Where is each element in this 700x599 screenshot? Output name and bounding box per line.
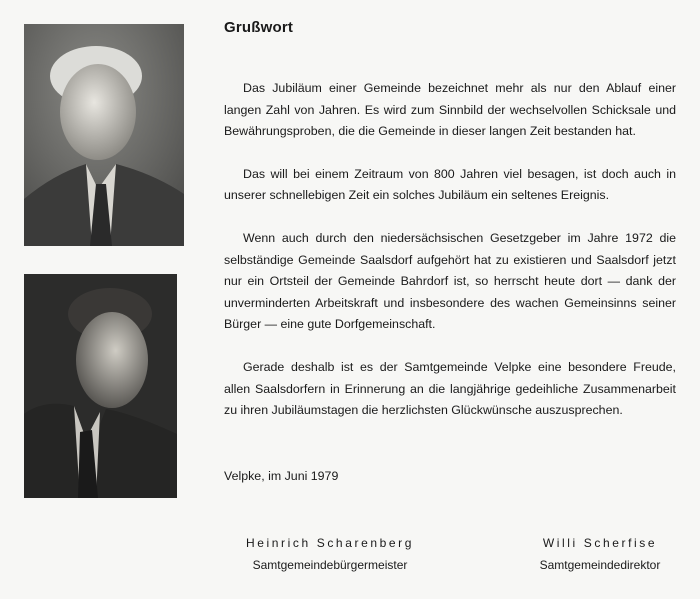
signature-block-right [520,535,680,573]
paragraph: Wenn auch durch den niedersächsischen Gesetzgeber im Jahre 1972 die selbständige Gemeinde Saalsdorf aufgehört hat zu existieren und Saalsdorf jetzt nur ein Ortsteil der Gemeinde Bahrdorf ist, so herrscht heute dort — dank der unverminderten Arbeitskraft und insbesondere des wachen Gemeinsinns seiner Bürger — eine gute Dorfgemeinschaft. [224,230,676,332]
signatory-role: Samtgemeindedirektor [539,558,661,572]
signatory-name: Willi Scherfise [542,536,658,550]
paragraph: Gerade deshalb ist es der Samtgemeinde Velpke eine besondere Freude, allen Saalsdorfern in Erinnerung an die langjährige gedeihliche Zusammenarbeit zu ihren Jubiläumstagen die herzlichsten Glückwünsche auszusprechen. [224,359,676,418]
place-date: Velpke, im Juni 1979 [224,469,339,483]
signature-block-left [230,535,430,573]
signatory-name: Heinrich Scharenberg [245,536,415,550]
portrait-photo-top [24,24,184,246]
paragraph: Das Jubiläum einer Gemeinde bezeichnet mehr als nur den Ablauf einer langen Zahl von Jahren. Es wird zum Sinnbild der wechselvollen Schicksale und Bewährungsproben, die die Gemeinde in dieser langen Zeit bestanden hat. [224,81,676,139]
paragraph: Das will bei einem Zeitraum von 800 Jahren viel besagen, ist doch auch in unserer schnellebigen Zeit ein solches Jubiläum ein seltenes Ereignis. [224,166,676,203]
portrait-photo-bottom [24,274,177,498]
letter-body [224,78,676,443]
page-title: Grußwort [224,19,294,36]
signatory-role: Samtgemeindebürgermeister [252,558,408,572]
